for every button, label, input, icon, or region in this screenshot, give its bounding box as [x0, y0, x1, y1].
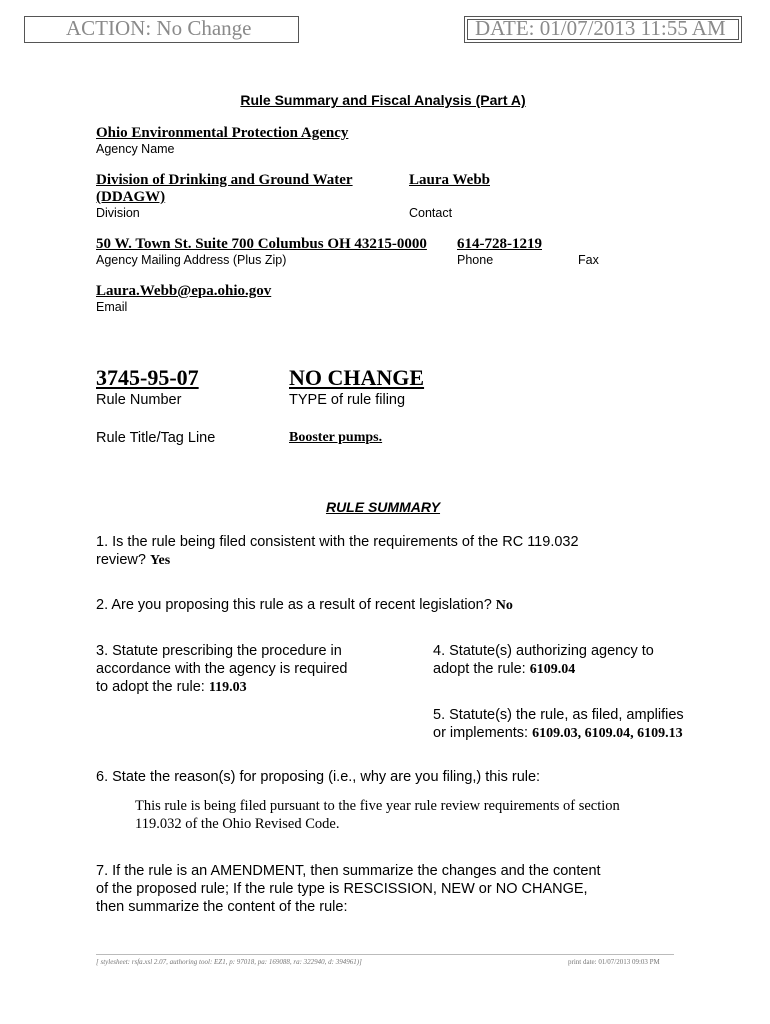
question-4-text: adopt the rule: [433, 661, 526, 677]
question-3-text: to adopt the rule: [96, 679, 205, 695]
question-5-answer: 6109.03, 6109.04, 6109.13 [532, 726, 683, 741]
page-title: Rule Summary and Fiscal Analysis (Part A) [240, 92, 526, 108]
question-4-answer: 6109.04 [529, 662, 576, 677]
action-text: ACTION: No Change [66, 16, 252, 40]
division-label: Division [96, 206, 140, 220]
address-label: Agency Mailing Address (Plus Zip) [96, 253, 287, 267]
rule-title: Booster pumps. [289, 430, 383, 445]
question-6-answer-line1: This rule is being filed pursuant to the five year rule review requirements of section [135, 798, 620, 814]
date-text: DATE: 01/07/2013 11:55 AM [475, 16, 726, 40]
question-1-answer: Yes [150, 553, 171, 568]
question-3-line1: 3. Statute prescribing the procedure in [96, 643, 342, 659]
question-2 [96, 596, 513, 615]
question-6-answer-line2: 119.032 of the Ohio Revised Code. [135, 816, 340, 832]
email-label: Email [96, 300, 128, 314]
footer-stylesheet-info: [ stylesheet: rsfa.xsl 2.07, authoring tool: EZ1, p: 97018, pa: 169088, ra: 322940, d: 394961)] [96, 958, 362, 966]
rule-title-label: Rule Title/Tag Line [96, 430, 216, 446]
question-7-line3: then summarize the content of the rule: [96, 899, 348, 915]
footer-print-date: print date: 01/07/2013 09:03 PM [568, 958, 660, 966]
question-4-line2 [433, 660, 575, 679]
fax-label: Fax [578, 253, 599, 267]
question-3-line3 [96, 678, 247, 697]
question-6: 6. State the reason(s) for proposing (i.e., why are you filing,) this rule: [96, 769, 541, 785]
rule-summary-heading: RULE SUMMARY [325, 499, 441, 515]
question-5-line1: 5. Statute(s) the rule, as filed, amplifies [433, 707, 684, 723]
phone-label: Phone [457, 253, 494, 267]
question-7-line1: 7. If the rule is an AMENDMENT, then summarize the changes and the content [96, 863, 601, 879]
contact-label: Contact [409, 206, 453, 220]
question-1-line2 [96, 551, 170, 570]
question-7-line2: of the proposed rule; If the rule type is RESCISSION, NEW or NO CHANGE, [96, 881, 588, 897]
division-name-line1: Division of Drinking and Ground Water [96, 172, 353, 188]
agency-email: Laura.Webb@epa.ohio.gov [96, 283, 272, 299]
agency-name-label: Agency Name [96, 142, 175, 156]
contact-name: Laura Webb [409, 172, 490, 188]
question-2-text: 2. Are you proposing this rule as a result of recent legislation? [96, 597, 492, 613]
question-5-text: or implements: [433, 725, 529, 741]
question-3-answer: 119.03 [208, 680, 247, 695]
question-5-line2 [433, 724, 683, 743]
division-name-line2: (DDAGW) [96, 189, 166, 205]
agency-address: 50 W. Town St. Suite 700 Columbus OH 43215-0000 [96, 236, 427, 252]
question-4-line1: 4. Statute(s) authorizing agency to [433, 643, 654, 659]
rule-number-label: Rule Number [96, 392, 182, 408]
question-2-answer: No [495, 598, 513, 613]
rule-type-label: TYPE of rule filing [289, 392, 406, 408]
question-3-line2: accordance with the agency is required [96, 661, 348, 677]
rule-number: 3745-95-07 [96, 365, 199, 390]
agency-name: Ohio Environmental Protection Agency [96, 125, 349, 141]
question-1-line1: 1. Is the rule being filed consistent with the requirements of the RC 119.032 [96, 534, 579, 550]
question-1-text: review? [96, 552, 146, 568]
footer-divider [96, 954, 674, 955]
agency-phone: 614-728-1219 [457, 236, 542, 252]
rule-type: NO CHANGE [289, 365, 425, 390]
